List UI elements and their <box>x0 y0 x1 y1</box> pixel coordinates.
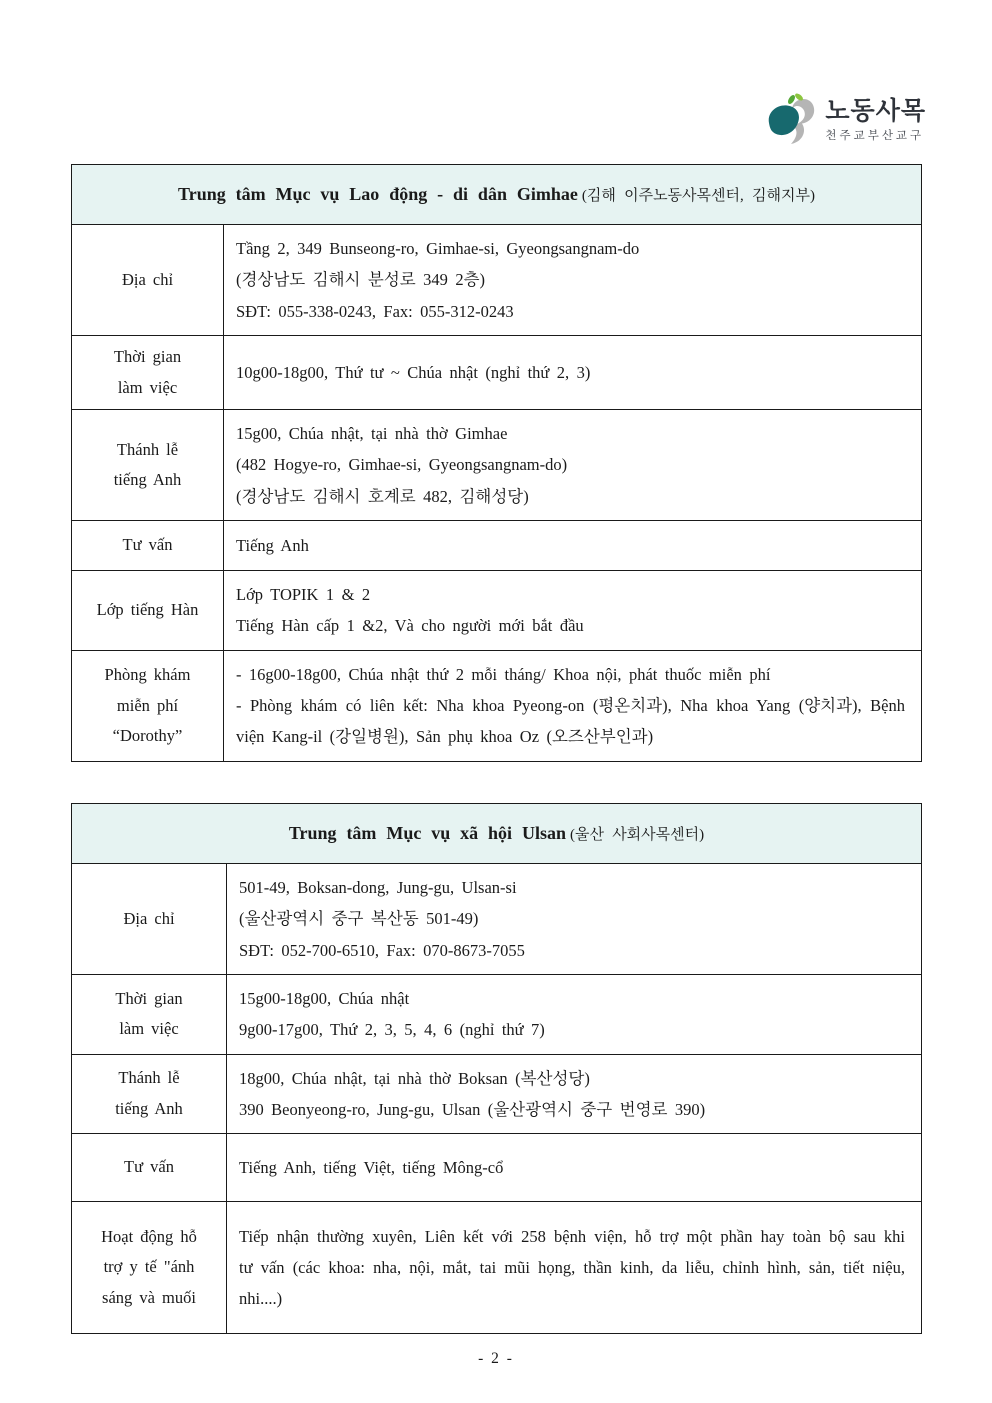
diocese-logo <box>766 92 926 148</box>
table-row <box>72 650 922 761</box>
logo-subtitle: 천주교부산교구 <box>825 128 925 143</box>
row-value: Tiếng Anh, tiếng Việt, tiếng Mông-cổ <box>227 1134 922 1202</box>
row-label: Địa chỉ <box>72 863 227 974</box>
gimhae-center-table <box>71 164 922 762</box>
table-title <box>72 165 922 225</box>
ulsan-center-table <box>71 803 922 1334</box>
row-label: Thời gian làm việc <box>72 974 227 1054</box>
row-value: 18g00, Chúa nhật, tại nhà thờ Boksan (복산성당) 390 Beonyeong-ro, Jung-gu, Ulsan (울산광역시 중구 번영로 390) <box>227 1054 922 1134</box>
row-value: Tầng 2, 349 Bunseong-ro, Gimhae-si, Gyeongsangnam-do (경상남도 김해시 분성로 349 2층) SĐT: 055-338-0243, Fax: 055-312-0243 <box>224 225 922 336</box>
row-label: Tư vấn <box>72 1134 227 1202</box>
row-label: Thánh lễ tiếng Anh <box>72 410 224 521</box>
row-label: Tư vấn <box>72 521 224 571</box>
row-label: Lớp tiếng Hàn <box>72 571 224 651</box>
row-value: 10g00-18g00, Thứ tư ~ Chúa nhật (nghỉ thứ 2, 3) <box>224 336 922 410</box>
document-body <box>71 164 922 1334</box>
row-value: 15g00-18g00, Chúa nhật 9g00-17g00, Thứ 2, 3, 5, 4, 6 (nghỉ thứ 7) <box>227 974 922 1054</box>
row-value: - 16g00-18g00, Chúa nhật thứ 2 mỗi tháng/ Khoa nội, phát thuốc miễn phí - Phòng khám có liên kết: Nha khoa Pyeong-on (평온치과), Nha khoa Yang (양치과), Bệnh viện Kang-il (강일병원), Sản phụ khoa Oz (오즈산부인과) <box>224 650 922 761</box>
table-row <box>72 1054 922 1134</box>
row-label: Địa chỉ <box>72 225 224 336</box>
row-label: Hoạt động hỗ trợ y tế "ánh sáng và muối <box>72 1202 227 1334</box>
row-label: Thánh lễ tiếng Anh <box>72 1054 227 1134</box>
row-label: Phòng khám miễn phí “Dorothy” <box>72 650 224 761</box>
logo-title: 노동사목 <box>825 95 926 125</box>
row-value: Tiếp nhận thường xuyên, Liên kết với 258 bệnh viện, hỗ trợ một phần hay toàn bộ sau khi tư vấn (các khoa: nha, nội, mắt, tai mũi họng, thần kinh, da liễu, chỉnh hình, sản, tiết niệu, nhi....) <box>227 1202 922 1334</box>
table-title-vietnamese: Trung tâm Mục vụ xã hội Ulsan <box>288 822 566 843</box>
row-label: Thời gian làm việc <box>72 336 224 410</box>
page-number: - 2 - <box>478 1350 514 1367</box>
table-title-row <box>72 803 922 863</box>
table-title-korean: (울산 사회사목센터) <box>569 826 705 843</box>
table-row <box>72 1202 922 1334</box>
row-value: Lớp TOPIK 1 & 2 Tiếng Hàn cấp 1 &2, Và cho người mới bắt đầu <box>224 571 922 651</box>
table-title-vietnamese: Trung tâm Mục vụ Lao động - di dân Gimhae <box>178 184 578 204</box>
logo-mark-icon <box>766 92 816 148</box>
table-row <box>72 863 922 974</box>
table-row <box>72 336 922 410</box>
table-title-korean: (김해 이주노동사목센터, 김해지부) <box>581 188 815 204</box>
table-row <box>72 1134 922 1202</box>
table-row <box>72 225 922 336</box>
table-row <box>72 974 922 1054</box>
table-title <box>72 803 922 863</box>
table-row <box>72 521 922 571</box>
row-value: 501-49, Boksan-dong, Jung-gu, Ulsan-si (울산광역시 중구 복산동 501-49) SĐT: 052-700-6510, Fax: 070-8673-7055 <box>227 863 922 974</box>
row-value: Tiếng Anh <box>224 521 922 571</box>
table-row <box>72 571 922 651</box>
row-value: 15g00, Chúa nhật, tại nhà thờ Gimhae (482 Hogye-ro, Gimhae-si, Gyeongsangnam-do) (경상남도 김해시 호계로 482, 김해성당) <box>224 410 922 521</box>
table-title-row <box>72 165 922 225</box>
table-row <box>72 410 922 521</box>
logo-text <box>825 97 926 144</box>
